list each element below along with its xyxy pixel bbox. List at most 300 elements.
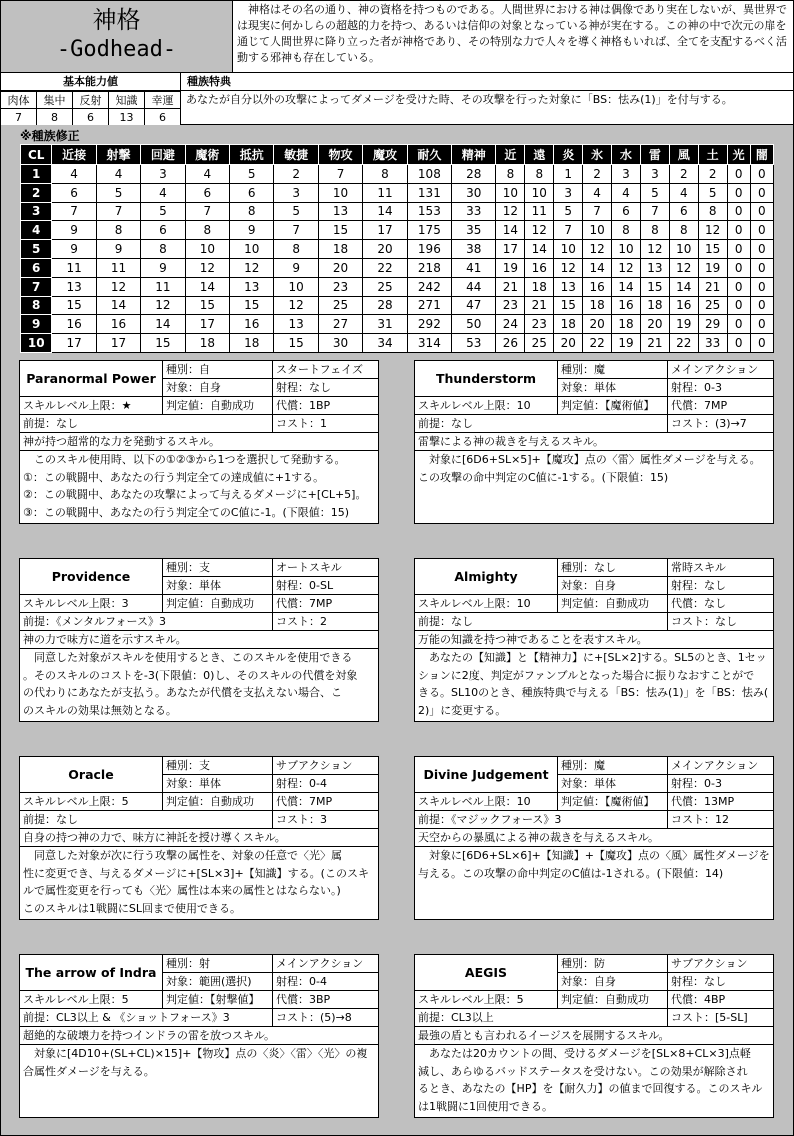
modifier-cell: 30 (452, 183, 496, 202)
modifier-cell: 10 (583, 221, 612, 240)
modifier-column-header: 雷 (640, 145, 669, 165)
modifier-cell: 7 (640, 202, 669, 221)
skill-kind: 種別：射 (163, 955, 273, 972)
modifier-cell: 292 (407, 315, 451, 334)
skill-premise: 前提：CL3以上 (415, 1009, 668, 1026)
modifier-cell: 53 (452, 334, 496, 353)
modifier-cell: 1 (554, 165, 583, 184)
modifier-cell: 6 (230, 183, 274, 202)
skill-target: 対象：単体 (163, 775, 273, 792)
modifier-column-header: CL (21, 145, 52, 165)
modifier-cell: 11 (52, 258, 96, 277)
modifier-cell: 12 (496, 202, 525, 221)
modifier-cell: 17 (52, 334, 96, 353)
modifier-column-header: 光 (727, 145, 750, 165)
modifier-cell: 22 (669, 334, 698, 353)
modifier-cell: 11 (363, 183, 407, 202)
modifier-cell: 153 (407, 202, 451, 221)
skill-cost: コスト：12 (671, 813, 729, 826)
modifier-cell: 7 (185, 202, 229, 221)
modifier-cell: 18 (554, 315, 583, 334)
modifier-cell: 0 (750, 334, 773, 353)
modifier-cell: 0 (727, 334, 750, 353)
skill-cost: コスト：(3)→7 (671, 417, 747, 430)
skill-kind: 種別：支 (163, 559, 273, 576)
modifier-cell: 10 (669, 240, 698, 259)
modifier-cell: 9 (274, 258, 318, 277)
modifier-row (21, 165, 774, 184)
skill-timing: サブアクション (276, 759, 353, 772)
skill-target: 対象：自身 (558, 577, 668, 594)
modifier-row (21, 296, 774, 315)
modifier-cell: 22 (583, 334, 612, 353)
skill-timing: オートスキル (276, 561, 342, 574)
modifier-cell: 21 (525, 296, 554, 315)
modifier-cell: 6 (185, 183, 229, 202)
modifier-cell: 17 (96, 334, 140, 353)
skill-cost-pay: 代償：13MP (671, 795, 735, 808)
modifier-cell: 242 (407, 277, 451, 296)
modifier-cell: 20 (554, 334, 583, 353)
skill-range: 射程：0-SL (276, 579, 334, 592)
skill-timing: 常時スキル (671, 561, 726, 574)
modifier-cell: 16 (96, 315, 140, 334)
modifier-cell: 0 (727, 183, 750, 202)
modifier-cell: 271 (407, 296, 451, 315)
modifier-cell: 17 (363, 221, 407, 240)
modifier-cell: 19 (496, 258, 525, 277)
modifier-cell: 12 (525, 221, 554, 240)
modifier-cell: 0 (727, 221, 750, 240)
skill-level: スキルレベル上限：10 (415, 595, 558, 612)
modifier-cell: 23 (525, 315, 554, 334)
modifier-cell: 0 (750, 221, 773, 240)
skill-name: Oracle (20, 757, 163, 792)
modifier-cell: 47 (452, 296, 496, 315)
race-description: 神格はその名の通り、神の資格を持つものである。人間世界における神は偶像であり実在しないが、異世界では現実に何かしらの超越的力を持つ、あるいは信仰の対象となっている神が実在する。この神の中で次元の扉を通じて人間世界に降り立った者が神格であり、その特別な力で人々を導く神格もいれば、全てを支配するべく活動する邪神も存在している。 (233, 0, 794, 73)
modifier-cell: 2 (698, 165, 727, 184)
skill-card (19, 558, 379, 722)
modifier-cl-cell: 2 (21, 183, 52, 202)
skill-effect-line: ルで属性変更を行っても〈光〉属性は本来の属性とはならない。) (23, 884, 341, 897)
modifier-label: ※種族修正 (20, 129, 80, 143)
skill-level: スキルレベル上限：5 (20, 991, 163, 1008)
modifier-cell: 0 (750, 296, 773, 315)
skill-effect-line: このスキル使用時、以下の①②③から1つを選択して発動する。 (23, 453, 346, 466)
modifier-cell: 21 (698, 277, 727, 296)
skill-cost: コスト：3 (276, 813, 327, 826)
modifier-row (21, 183, 774, 202)
modifier-cell: 8 (525, 165, 554, 184)
skill-cost: コスト：なし (671, 615, 737, 628)
skill-level: スキルレベル上限：3 (20, 595, 163, 612)
modifier-cell: 8 (640, 221, 669, 240)
modifier-cell: 7 (583, 202, 612, 221)
modifier-cell: 2 (669, 165, 698, 184)
modifier-row (21, 240, 774, 259)
skill-effect-line: きる。SL10のとき、種族特典で与える「BS：怯み(1)」を「BS：怯み( (418, 686, 769, 699)
modifier-cell: 0 (727, 315, 750, 334)
modifier-cell: 13 (52, 277, 96, 296)
modifier-cell: 8 (96, 221, 140, 240)
skill-effect-line: このスキルは1戦闘にSL回まで使用できる。 (23, 901, 241, 915)
modifier-cell: 12 (698, 221, 727, 240)
modifier-cell: 5 (141, 202, 185, 221)
page-title: 神格 (92, 6, 141, 34)
skill-cost-pay: 代償：3BP (276, 993, 331, 1006)
skill-level: スキルレベル上限：5 (20, 793, 163, 810)
modifier-cell: 9 (141, 258, 185, 277)
skill-range: 射程：0-3 (671, 381, 722, 394)
modifier-cell: 11 (141, 277, 185, 296)
skill-effect-line: 対象に[6D6+SL×5]+【魔攻】点の〈雷〉属性ダメージを与える。 (418, 453, 761, 466)
skill-judge: 判定値：【魔術値】 (558, 397, 668, 414)
modifier-cell: 175 (407, 221, 451, 240)
modifier-column-header: 氷 (583, 145, 612, 165)
modifier-cell: 5 (698, 183, 727, 202)
skill-name: Divine Judgement (415, 757, 558, 792)
modifier-cell: 12 (640, 240, 669, 259)
modifier-column-header: 敏捷 (274, 145, 318, 165)
modifier-cell: 3 (640, 165, 669, 184)
modifier-cell: 28 (363, 296, 407, 315)
modifier-cell: 12 (230, 258, 274, 277)
skill-summary: 天空からの暴風による神の裁きを与えるスキル。 (418, 831, 660, 844)
skill-cost-pay: 代償：1BP (276, 399, 331, 412)
modifier-cell: 19 (612, 334, 641, 353)
skill-range: 射程：なし (671, 975, 726, 988)
modifier-cell: 7 (318, 165, 362, 184)
skill-effect (20, 1045, 378, 1080)
skill-card (414, 558, 774, 722)
modifier-cell: 28 (452, 165, 496, 184)
modifier-cell: 14 (141, 315, 185, 334)
modifier-cell: 0 (727, 165, 750, 184)
modifier-cell: 50 (452, 315, 496, 334)
modifier-cell: 0 (750, 258, 773, 277)
skill-cost-pay: 代償：4BP (671, 993, 726, 1006)
modifier-cell: 18 (230, 334, 274, 353)
modifier-cell: 25 (318, 296, 362, 315)
modifier-cell: 8 (612, 221, 641, 240)
skill-target: 対象：単体 (558, 775, 668, 792)
modifier-cell: 8 (230, 202, 274, 221)
skill-kind: 種別：防 (558, 955, 668, 972)
modifier-cell: 22 (363, 258, 407, 277)
modifier-cell: 8 (274, 240, 318, 259)
skill-effect (20, 847, 378, 917)
skill-judge: 判定値：自動成功 (558, 595, 668, 612)
modifier-cell: 14 (496, 221, 525, 240)
modifier-cell: 0 (750, 277, 773, 296)
skill-kind: 種別：自 (163, 361, 273, 378)
title-box (0, 0, 233, 73)
modifier-cell: 16 (669, 296, 698, 315)
modifier-cell: 20 (363, 240, 407, 259)
skill-card (414, 360, 774, 524)
modifier-cell: 8 (185, 221, 229, 240)
modifier-cell: 5 (554, 202, 583, 221)
modifier-column-header: 耐久 (407, 145, 451, 165)
modifier-cell: 35 (452, 221, 496, 240)
ability-value: 13 (109, 109, 145, 126)
modifier-cell: 131 (407, 183, 451, 202)
modifier-column-header: 魔術 (185, 145, 229, 165)
skill-judge: 判定値：自動成功 (163, 397, 273, 414)
modifier-row (21, 334, 774, 353)
modifier-cell: 23 (496, 296, 525, 315)
modifier-cell: 0 (727, 240, 750, 259)
skill-range: 射程：0-4 (276, 777, 327, 790)
modifier-column-header: 近接 (52, 145, 96, 165)
modifier-cell: 10 (496, 183, 525, 202)
skill-effect-line: の代わりにあなたが支払う。あなたが代償を支払えない場合、こ (23, 686, 342, 699)
modifier-cell: 0 (750, 202, 773, 221)
modifier-column-header: 土 (698, 145, 727, 165)
modifier-cell: 8 (496, 165, 525, 184)
modifier-column-header: 射撃 (96, 145, 140, 165)
skill-timing: メインアクション (671, 759, 759, 772)
modifier-column-header: 精神 (452, 145, 496, 165)
modifier-cell: 3 (554, 183, 583, 202)
modifier-cell: 26 (496, 334, 525, 353)
skill-name: The arrow of Indra (20, 955, 163, 990)
modifier-cell: 13 (554, 277, 583, 296)
modifier-cell: 17 (496, 240, 525, 259)
modifier-cell: 15 (52, 296, 96, 315)
skill-effect-line: 。そのスキルのコストを-3(下限値：0)し、そのスキルの代償を対象 (23, 668, 358, 682)
modifier-cell: 10 (185, 240, 229, 259)
skill-effect-line: ①：この戦闘中、あなたの行う判定全ての達成値に+1する。 (23, 470, 325, 484)
modifier-cl-cell: 5 (21, 240, 52, 259)
modifier-cell: 0 (750, 165, 773, 184)
skill-timing: サブアクション (671, 957, 748, 970)
modifier-cell: 15 (698, 240, 727, 259)
modifier-cell: 7 (554, 221, 583, 240)
modifier-cell: 20 (640, 315, 669, 334)
modifier-cell: 4 (185, 165, 229, 184)
modifier-cell: 17 (185, 315, 229, 334)
skill-name: AEGIS (415, 955, 558, 990)
modifier-cell: 5 (96, 183, 140, 202)
modifier-cell: 16 (612, 296, 641, 315)
modifier-cell: 10 (525, 183, 554, 202)
modifier-cell: 25 (698, 296, 727, 315)
skill-effect (20, 451, 378, 521)
modifier-cell: 10 (554, 240, 583, 259)
skill-effect (20, 649, 378, 719)
modifier-column-header: 魔攻 (363, 145, 407, 165)
skill-cost: コスト：(5)→8 (276, 1011, 352, 1024)
skill-name: Thunderstorm (415, 361, 558, 396)
modifier-cl-cell: 3 (21, 202, 52, 221)
skill-target: 対象：単体 (163, 577, 273, 594)
modifier-cell: 7 (52, 202, 96, 221)
skill-target: 対象：単体 (558, 379, 668, 396)
skill-effect-line: 対象に[4D10+(SL+CL)×15]+【物攻】点の〈炎〉〈雷〉〈光〉の複 (23, 1047, 368, 1060)
skill-effect-line: ③：この戦闘中、あなたの行う判定全てのC値に-1。(下限値：15) (23, 505, 350, 519)
ability-header: 知識 (109, 92, 145, 109)
skill-target: 対象：自身 (558, 973, 668, 990)
skill-name: Almighty (415, 559, 558, 594)
skill-effect-line: のスキルの効果は無効となる。 (23, 703, 177, 717)
skill-premise: 前提：なし (415, 415, 668, 432)
modifier-cell: 15 (318, 221, 362, 240)
modifier-cell: 4 (96, 165, 140, 184)
skill-card (19, 954, 379, 1118)
modifier-cell: 9 (52, 240, 96, 259)
modifier-column-header: 闇 (750, 145, 773, 165)
skill-kind: 種別：魔 (558, 361, 668, 378)
modifier-cell: 3 (612, 165, 641, 184)
skill-card (19, 756, 379, 920)
modifier-cl-cell: 6 (21, 258, 52, 277)
trait-text: あなたが自分以外の攻撃によってダメージを受けた時、その攻撃を行った対象に「BS：怯み(1)」を付与する。 (181, 91, 794, 125)
modifier-cell: 11 (525, 202, 554, 221)
skill-card (414, 756, 774, 920)
skill-range: 射程：0-4 (276, 975, 327, 988)
ability-value: 6 (73, 109, 109, 126)
modifier-cell: 18 (185, 334, 229, 353)
modifier-cell: 30 (318, 334, 362, 353)
modifier-column-header: 物攻 (318, 145, 362, 165)
modifier-cell: 15 (230, 296, 274, 315)
skill-premise: 前提：なし (20, 811, 273, 828)
skill-judge: 判定値：自動成功 (163, 595, 273, 612)
modifier-cell: 9 (52, 221, 96, 240)
modifier-cell: 15 (185, 296, 229, 315)
modifier-cell: 0 (727, 277, 750, 296)
skill-judge: 判定値：【射撃値】 (163, 991, 273, 1008)
skill-premise: 前提：《マジックフォース》3 (415, 811, 668, 828)
skill-effect-line: この攻撃の命中判定のC値に-1する。(下限値：15) (418, 470, 669, 484)
trait-label: 種族特典 (181, 73, 794, 91)
modifier-cell: 0 (750, 315, 773, 334)
skill-range: 射程：なし (276, 381, 331, 394)
modifier-cl-cell: 10 (21, 334, 52, 353)
modifier-cell: 34 (363, 334, 407, 353)
modifier-cell: 4 (583, 183, 612, 202)
skill-judge: 判定値：【魔術値】 (558, 793, 668, 810)
modifier-row (21, 277, 774, 296)
skill-kind: 種別：なし (558, 559, 668, 576)
skill-cost: コスト：2 (276, 615, 327, 628)
modifier-cell: 15 (554, 296, 583, 315)
page-subtitle: -Godhead- (56, 37, 177, 62)
skill-summary: 神の力で味方に道を示すスキル。 (23, 633, 187, 646)
modifier-cl-cell: 8 (21, 296, 52, 315)
skill-target: 対象：自身 (163, 379, 273, 396)
modifier-cell: 25 (363, 277, 407, 296)
modifier-cell: 218 (407, 258, 451, 277)
modifier-cell: 38 (452, 240, 496, 259)
skill-summary: 自身の持つ神の力で、味方に神託を授け導くスキル。 (23, 831, 286, 844)
modifier-cell: 14 (185, 277, 229, 296)
skill-timing: メインアクション (276, 957, 364, 970)
skill-range: 射程：なし (671, 579, 726, 592)
modifier-cell: 108 (407, 165, 451, 184)
modifier-cell: 14 (669, 277, 698, 296)
modifier-cell: 4 (669, 183, 698, 202)
modifier-cell: 16 (230, 315, 274, 334)
skill-level: スキルレベル上限：5 (415, 991, 558, 1008)
skill-effect-line: 同意した対象が次に行う攻撃の属性を、対象の任意で〈光〉属 (23, 849, 342, 862)
modifier-cell: 9 (230, 221, 274, 240)
skill-effect (415, 847, 773, 882)
modifier-cell: 21 (496, 277, 525, 296)
modifier-cl-cell: 9 (21, 315, 52, 334)
modifier-cell: 13 (318, 202, 362, 221)
modifier-cell: 19 (698, 258, 727, 277)
skill-effect-line: 減し、あらゆるバッドステータスを受けない。この効果が解除され (418, 1064, 748, 1078)
modifier-cell: 12 (583, 240, 612, 259)
modifier-cell: 14 (363, 202, 407, 221)
skill-effect-line: 合属性ダメージを与える。 (23, 1064, 155, 1078)
skill-premise: 前提：なし (20, 415, 273, 432)
skill-effect-line: 対象に[6D6+SL×6]+【知識】+【魔攻】点の〈風〉属性ダメージを (418, 849, 770, 862)
modifier-body (21, 165, 774, 353)
modifier-cell: 4 (52, 165, 96, 184)
modifier-cell: 31 (363, 315, 407, 334)
modifier-cell: 18 (318, 240, 362, 259)
abilities-table (0, 91, 181, 126)
modifier-cell: 15 (141, 334, 185, 353)
modifier-cl-cell: 7 (21, 277, 52, 296)
ability-value: 7 (1, 109, 37, 126)
modifier-row (21, 315, 774, 334)
modifier-cell: 6 (669, 202, 698, 221)
modifier-cell: 18 (525, 277, 554, 296)
modifier-cell: 19 (669, 315, 698, 334)
modifier-cell: 12 (185, 258, 229, 277)
modifier-cell: 12 (612, 258, 641, 277)
abilities-label: 基本能力値 (0, 73, 181, 91)
skill-timing: スタートフェイズ (276, 363, 364, 376)
modifier-header-row (21, 145, 774, 165)
skill-target: 対象：範囲(選択) (163, 973, 273, 990)
modifier-cell: 0 (750, 183, 773, 202)
skill-cost-pay: 代償：7MP (671, 399, 728, 412)
skill-cost-pay: 代償：7MP (276, 597, 333, 610)
skill-effect-line: 2)」に変更する。 (418, 703, 507, 717)
modifier-column-header: 炎 (554, 145, 583, 165)
modifier-cell: 18 (583, 296, 612, 315)
modifier-cl-cell: 4 (21, 221, 52, 240)
ability-header: 幸運 (145, 92, 181, 109)
modifier-cell: 0 (750, 240, 773, 259)
modifier-cell: 23 (318, 277, 362, 296)
skill-summary: 最強の盾とも言われるイージスを展開するスキル。 (418, 1029, 670, 1042)
modifier-cell: 16 (583, 277, 612, 296)
modifier-column-header: 水 (612, 145, 641, 165)
modifier-cell: 12 (141, 296, 185, 315)
modifier-cell: 6 (612, 202, 641, 221)
modifier-cell: 10 (230, 240, 274, 259)
skill-summary: 神が持つ超常的な力を発動するスキル。 (23, 435, 221, 448)
modifier-cell: 16 (525, 258, 554, 277)
skill-cost-pay: 代償：7MP (276, 795, 333, 808)
modifier-column-header: 回避 (141, 145, 185, 165)
modifier-cell: 18 (640, 296, 669, 315)
modifier-cell: 5 (230, 165, 274, 184)
modifier-cl-cell: 1 (21, 165, 52, 184)
modifier-cell: 6 (52, 183, 96, 202)
modifier-cell: 33 (698, 334, 727, 353)
modifier-column-header: 抵抗 (230, 145, 274, 165)
modifier-cell: 12 (96, 277, 140, 296)
modifier-cell: 44 (452, 277, 496, 296)
skill-effect-line: は1戦闘に1回使用できる。 (418, 1099, 553, 1113)
